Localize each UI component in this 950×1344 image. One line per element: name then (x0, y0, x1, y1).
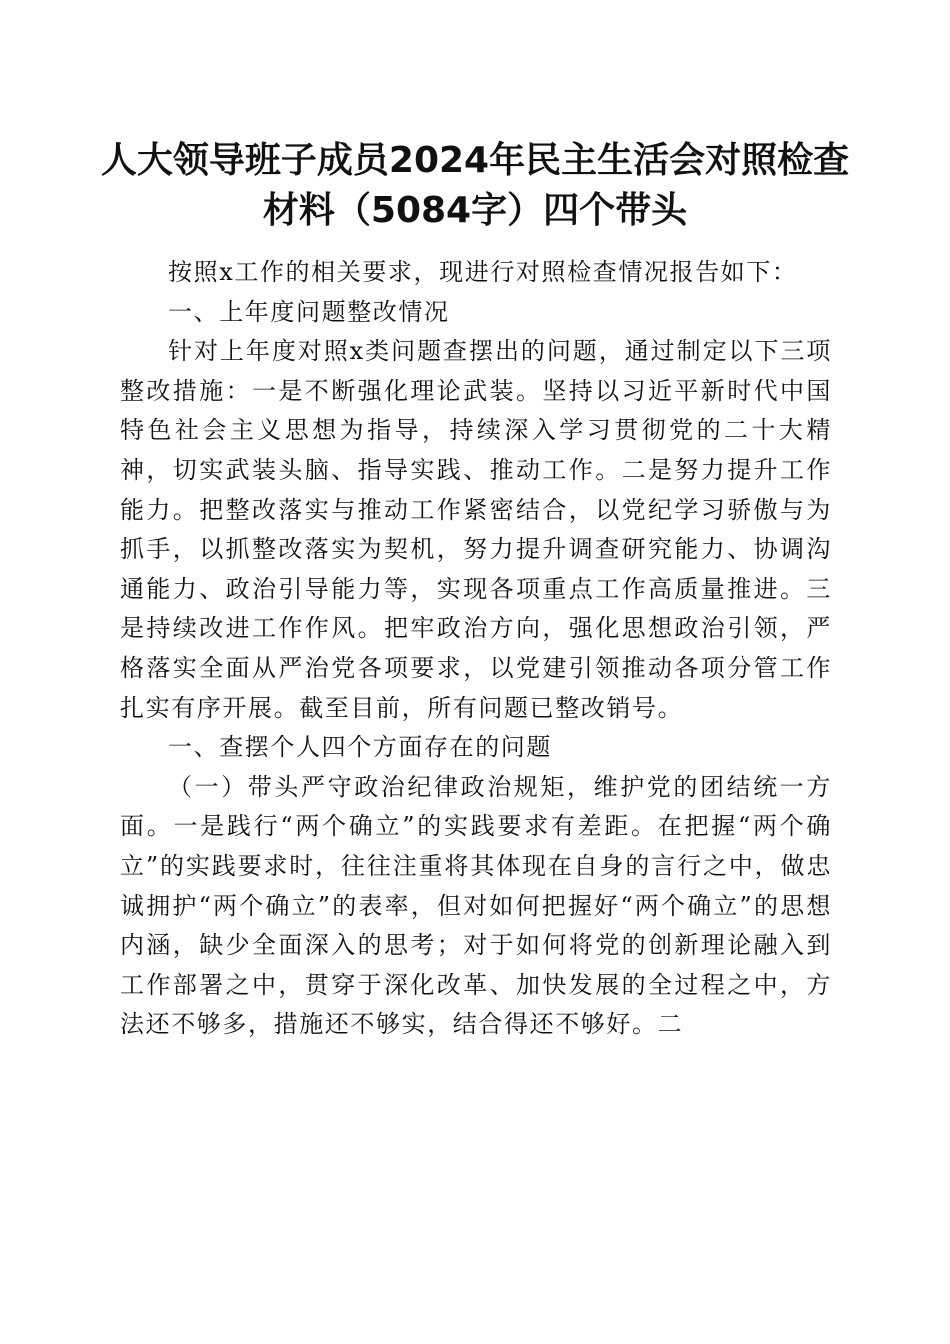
document-title: 人大领导班子成员2024年民主生活会对照检查材料（5084字）四个带头 (100, 140, 850, 231)
document-body (120, 253, 832, 1045)
rectification-paragraph: 针对上年度对照x类问题查摆出的问题，通过制定以下三项整改措施：一是不断强化理论武装。坚持以习近平新时代中国特色社会主义思想为指导，持续深入学习贯彻党的二十大精神，切实武装头脑、指导实践、推动工作。二是努力提升工作能力。把整改落实与推动工作紧密结合，以党纪学习骄傲与为抓手，以抓整改落实为契机，努力提升调查研究能力、协调沟通能力、政治引导能力等，实现各项重点工作高质量推进。三是持续改进工作作风。把牢政治方向，强化思想政治引领，严格落实全面从严治党各项要求，以党建引领推动各项分管工作扎实有序开展。截至目前，所有问题已整改销号。 (120, 337, 832, 722)
section-heading-personal-problems: 一、查摆个人四个方面存在的问题 (168, 733, 552, 762)
problems-paragraph-1: （一）带头严守政治纪律政治规矩，维护党的团结统一方面。一是践行“两个确立”的实践要求有差距。在把握“两个确立”的实践要求时，往往注重将其体现在自身的言行之中，做忠诚拥护“两个确立”的表率，但对如何把握好“两个确立”的思想内涵，缺少全面深入的思考；对于如何将党的创新理论融入到工作部署之中，贯穿于深化改革、加快发展的全过程之中，方法还不够多，措施还不够实，结合得还不够好。二 (120, 772, 832, 1039)
section-heading-previous-rectification: 一、上年度问题整改情况 (168, 297, 450, 326)
intro-paragraph: 按照x工作的相关要求，现进行对照检查情况报告如下： (168, 258, 798, 286)
